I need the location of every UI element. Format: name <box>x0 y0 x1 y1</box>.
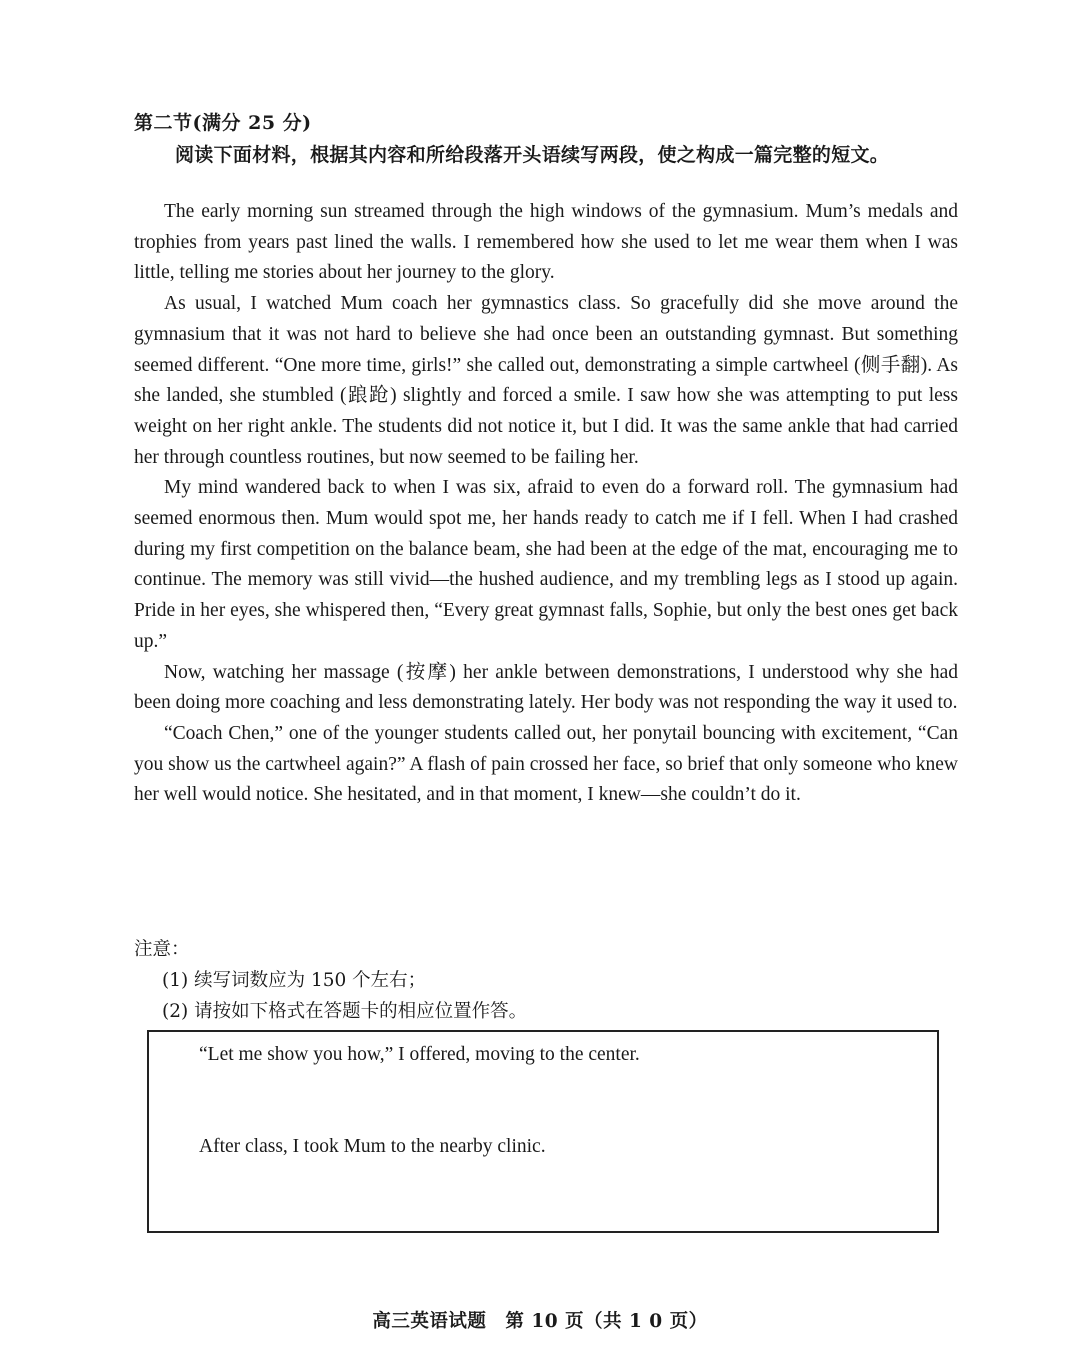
passage-paragraph-1: The early morning sun streamed through the high windows of the gymnasium. Mum’s medals and trophies from years past lined the walls. I remembered how she used to let me wear them when I was little, telling me stories about her journey to the glory. <box>134 201 958 284</box>
passage-paragraph-2: As usual, I watched Mum coach her gymnastics class. So gracefully did she move around the gymnasium that it was not hard to believe she had once been an outstanding gymnast. But something seemed different. “One more time, girls!” she called out, demonstrating a simple cartwheel (侧手翻). As she landed, she stumbled (踉跄) slightly and forced a smile. I saw how she was attempting to put less weight on her right ankle. The students did not notice it, but I did. It was the same ankle that had carried her through countless routines, but now seemed to be failing her. <box>134 293 958 468</box>
note-item-2: (2) 请按如下格式在答题卡的相应位置作答。 <box>162 1001 528 1022</box>
section-instruction: 阅读下面材料，根据其内容和所给段落开头语续写两段，使之构成一篇完整的短文。 <box>175 144 890 166</box>
passage-paragraph-3: My mind wandered back to when I was six, afraid to even do a forward roll. The gymnasium had seemed enormous then. Mum would spot me, her hands ready to catch me if I fell. When I had crashed during my first competition on the balance beam, she had been at the edge of the mat, encouraging me to continue. The memory was still vivid—the hushed audience, and my trembling legs as I stood up again. Pride in her eyes, she whispered then, “Every great gymnast falls, Sophie, but only the best ones get back up.” <box>134 477 958 652</box>
answer-opening-2: After class, I took Mum to the nearby clinic. <box>199 1136 546 1157</box>
note-item-1: (1) 续写词数应为 150 个左右； <box>162 970 427 991</box>
notes-section <box>134 934 527 1027</box>
passage-paragraph-4: Now, watching her massage (按摩) her ankle between demonstrations, I understood why she had been doing more coaching and less demonstrating lately. Her body was not responding the way it used to. <box>134 661 958 714</box>
answer-opening-1: “Let me show you how,” I offered, moving to the center. <box>199 1044 640 1065</box>
reading-passage <box>134 197 958 811</box>
answer-box[interactable] <box>147 1030 939 1233</box>
section-title: 第二节(满分 25 分) <box>134 112 312 134</box>
notes-heading: 注意： <box>134 939 190 960</box>
passage-paragraph-5: “Coach Chen,” one of the younger students called out, her ponytail bouncing with excitement, “Can you show us the cartwheel again?” A flash of pain crossed her face, so brief that only someone who knew her well would notice. She hesitated, and in that moment, I knew—she couldn’t do it. <box>134 722 958 806</box>
page-footer: 高三英语试题 第 10 页（共 1 0 页） <box>372 1311 708 1332</box>
